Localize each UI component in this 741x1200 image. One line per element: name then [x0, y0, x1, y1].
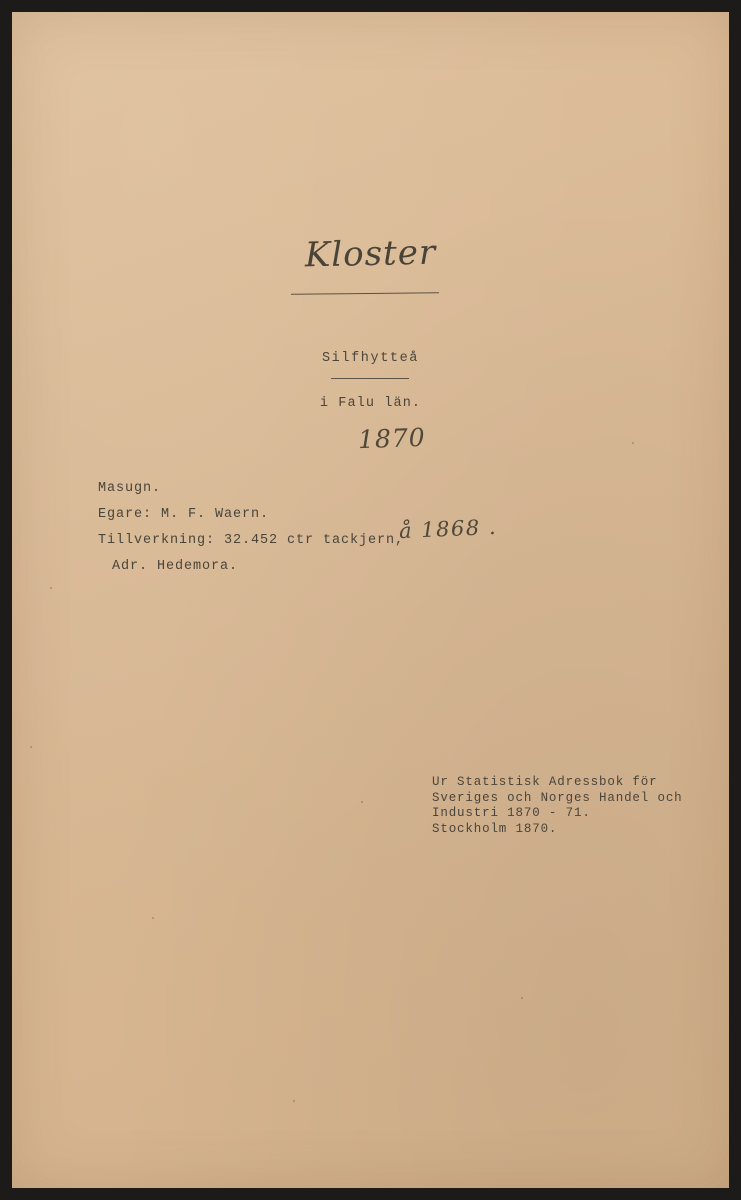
year-annotation: 1870: [357, 422, 427, 455]
paper-speck: [632, 442, 634, 444]
subtitle-underline: [331, 378, 409, 379]
paper-speck: [361, 801, 363, 803]
production-year-annotation: å 1868 .: [398, 514, 498, 544]
entry-owner: Egare: M. F. Waern.: [98, 507, 270, 522]
source-line: Sveriges och Norges Handel och: [432, 790, 683, 805]
source-note: [432, 775, 712, 837]
title-underline: [291, 292, 439, 295]
card-content: [12, 12, 729, 1188]
entry-production: Tillverkning: 32.452 ctr tackjern,: [98, 533, 405, 548]
paper-speck: [293, 1100, 295, 1102]
paper-speck: [30, 746, 32, 748]
entry-list: [98, 476, 658, 580]
source-line: Stockholm 1870.: [432, 821, 558, 836]
entry-facility: Masugn.: [98, 481, 162, 496]
entry-address: Adr. Hedemora.: [112, 559, 239, 574]
paper-speck: [521, 997, 523, 999]
paper-speck: [50, 587, 52, 589]
county-label: i Falu län.: [319, 396, 422, 411]
index-card: [12, 12, 729, 1188]
source-line: Industri 1870 - 71.: [432, 806, 591, 820]
page-title: Kloster: [304, 232, 437, 276]
source-line: Ur Statistisk Adressbok för: [432, 775, 658, 789]
paper-speck: [152, 917, 154, 919]
subtitle: Silfhytteå: [321, 351, 419, 366]
